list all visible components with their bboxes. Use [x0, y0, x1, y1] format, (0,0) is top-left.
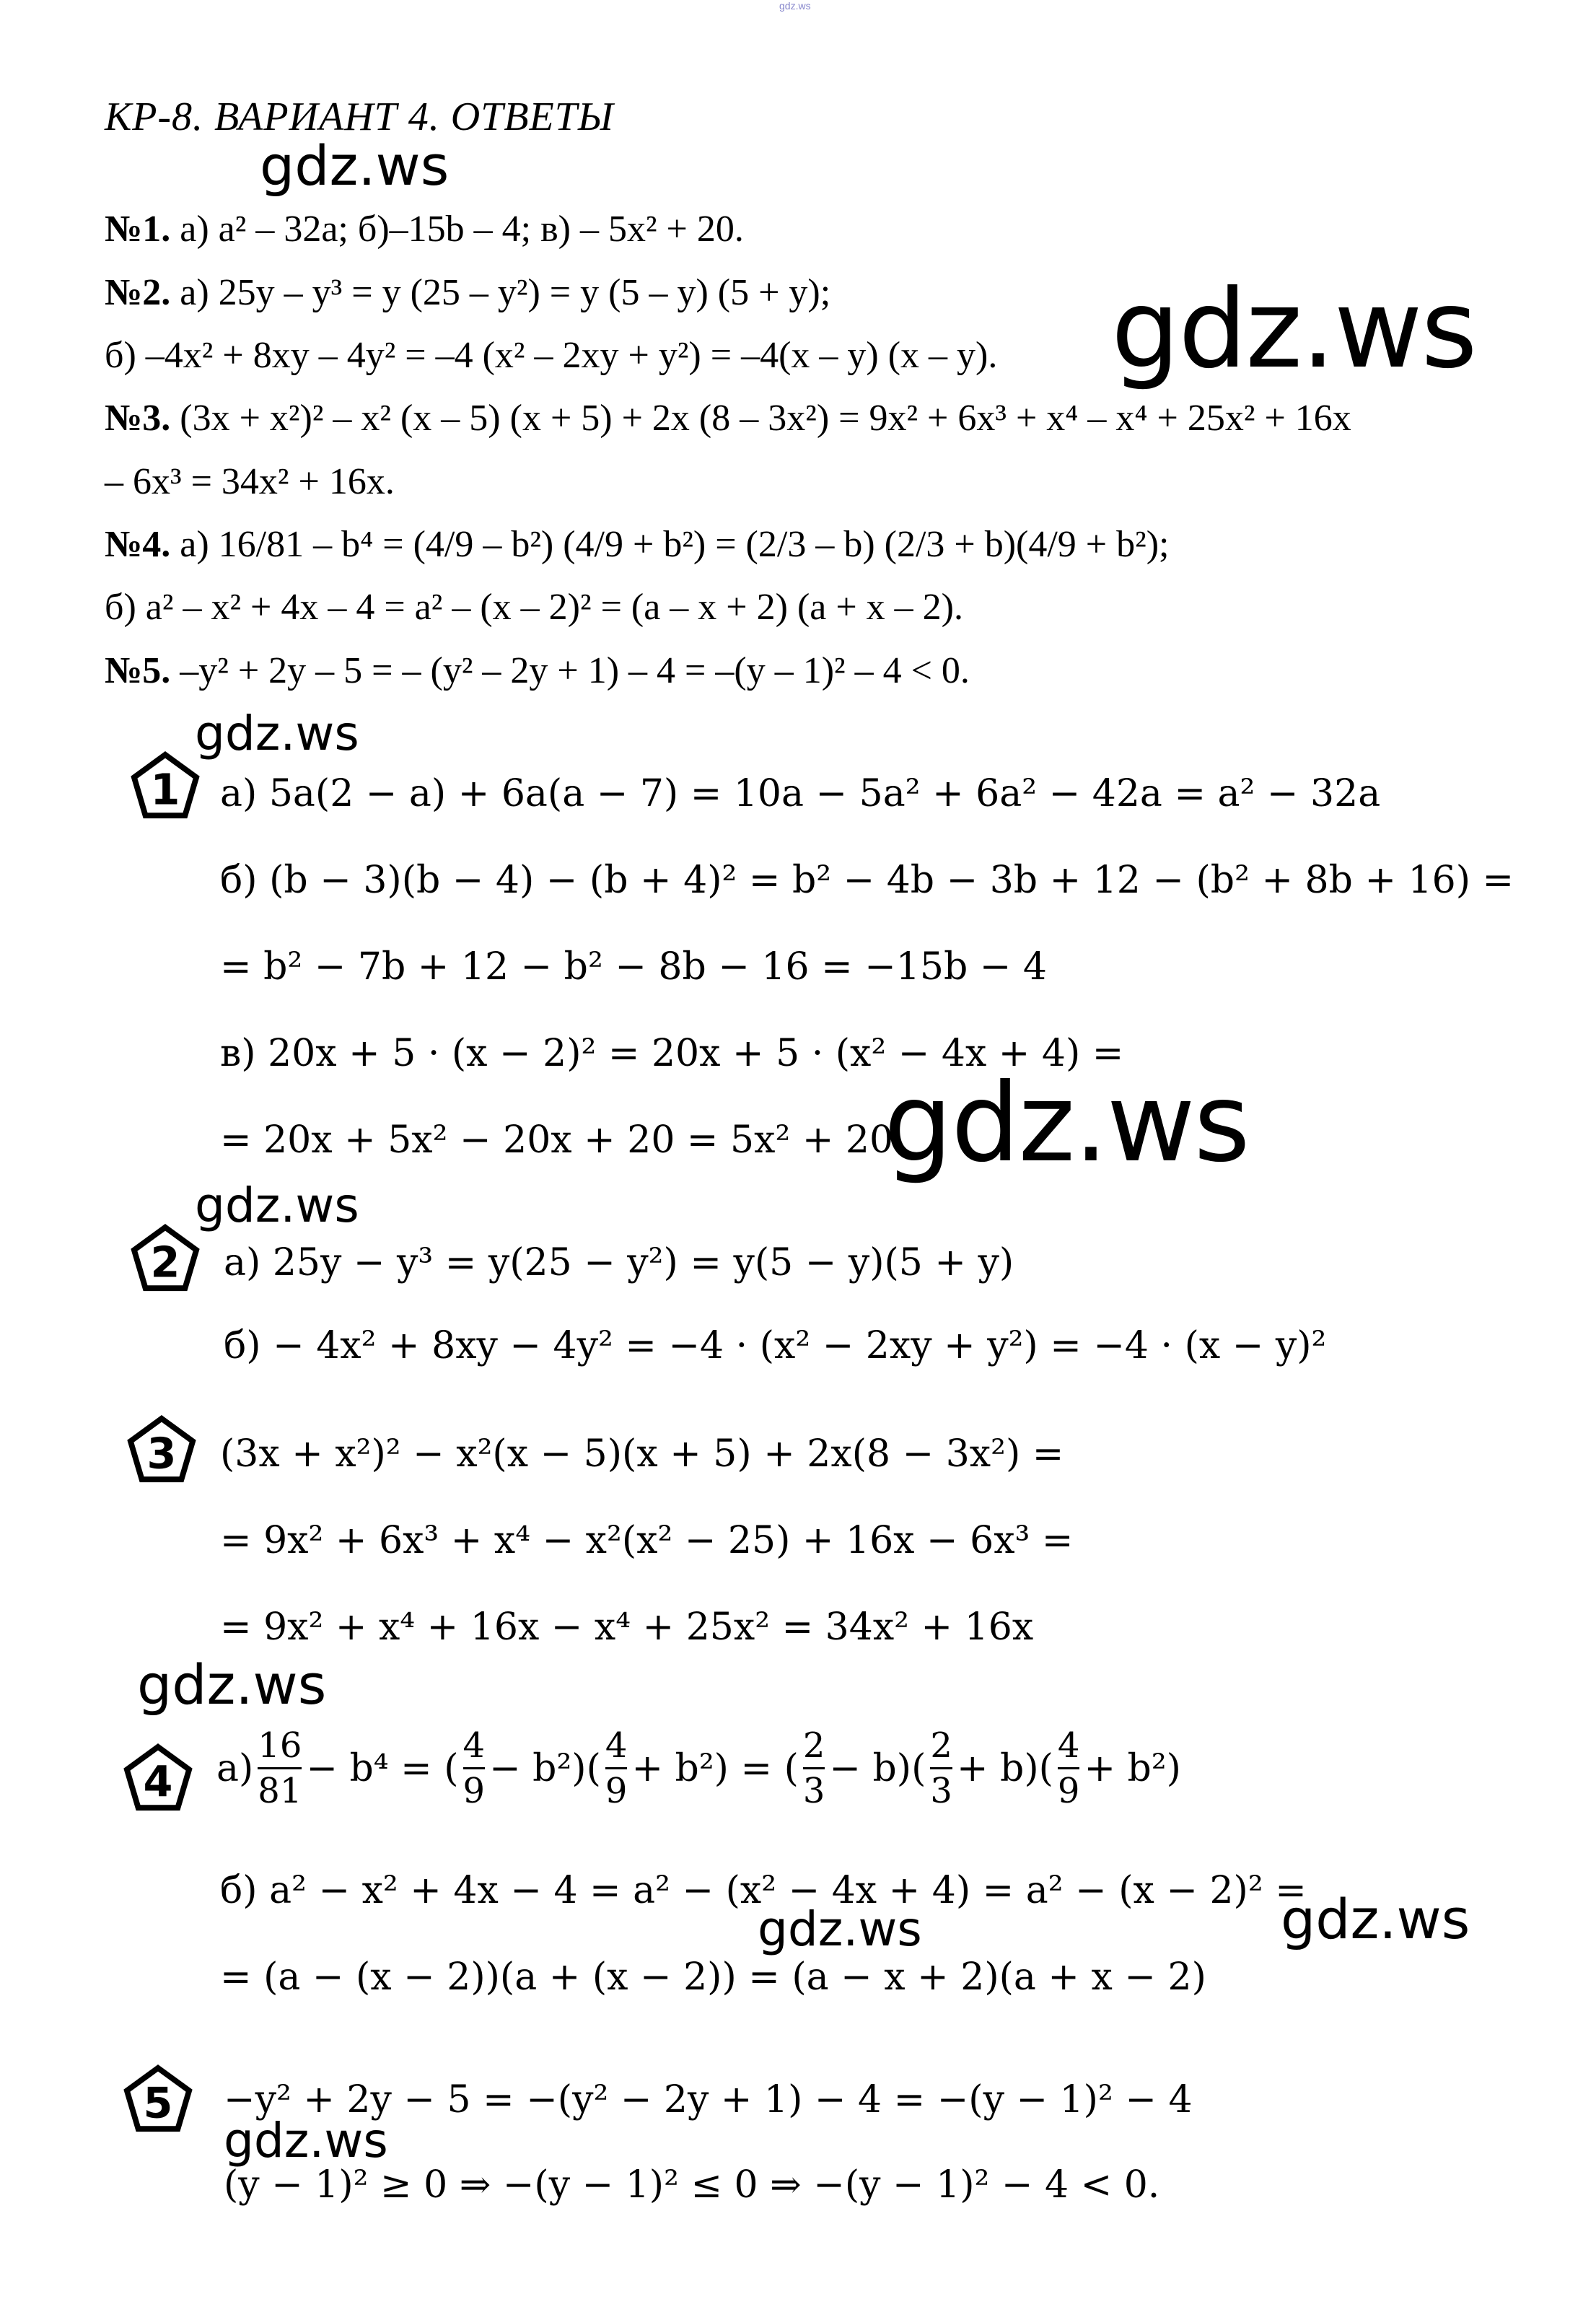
- solution-4b-line1: б) a² − x² + 4x − 4 = a² − (x² − 4x + 4) = a² − (x − 2)² =: [220, 1869, 1307, 1912]
- watermark: gdz.ws: [224, 2113, 388, 2168]
- solution-1c-line1: в) 20x + 5 · (x − 2)² = 20x + 5 · (x² − 4x + 4) =: [220, 1032, 1124, 1075]
- fraction: $\frac{2}{3}$: [802, 1725, 825, 1811]
- solution-1b-line2: = b² − 7b + 12 − b² − 8b − 16 = −15b − 4: [220, 945, 1047, 989]
- svg-text:4: 4: [143, 1756, 173, 1807]
- answer-2b: б) –4x² + 8xy – 4y² = –4 (x² – 2xy + y²) = –4(x – y) (x – y).: [105, 335, 998, 376]
- fraction: $\frac{2}{3}$: [930, 1725, 952, 1811]
- solution-1c-line2: = 20x + 5x² − 20x + 20 = 5x² + 20: [220, 1118, 894, 1162]
- svg-text:5: 5: [143, 2077, 173, 2128]
- fraction: $\frac{4}{9}$: [462, 1725, 486, 1811]
- answer-1: №1. а) a² – 32a; б)–15b – 4; в) – 5x² + 20.: [105, 209, 744, 250]
- solution-2b: б) − 4x² + 8xy − 4y² = −4 · (x² − 2xy + y²) = −4 · (x − y)²: [224, 1324, 1327, 1367]
- solution-4b-line2: = (a − (x − 2))(a + (x − 2)) = (a − x + 2)(a + x − 2): [220, 1956, 1206, 1999]
- solution-2a: а) 25y − y³ = y(25 − y²) = y(5 − y)(5 + y): [224, 1241, 1014, 1284]
- answer-5: №5. –y² + 2y – 5 = – (y² – 2y + 1) – 4 = –(y – 1)² – 4 < 0.: [105, 650, 970, 691]
- page-title: КР-8. ВАРИАНТ 4. ОТВЕТЫ: [105, 95, 614, 139]
- solution-3-line3: = 9x² + x⁴ + 16x − x⁴ + 25x² = 34x² + 16x: [220, 1606, 1034, 1649]
- fraction: $\frac{4}{9}$: [605, 1725, 628, 1811]
- task-4-badge: [123, 1743, 193, 1813]
- watermark: gdz.ws: [884, 1061, 1249, 1186]
- watermark: gdz.ws: [1111, 267, 1476, 393]
- solution-4a: а) $\frac{16}{81}$ − b⁴ = ( $\frac{4}{9}$ − b²)( $\frac{4}{9}$ + b²) = ( $\frac{2}{3}$ − b)( $\frac{2}{3}$ + b)( $\frac{4}{9}$ + b²): [216, 1725, 1181, 1811]
- watermark: gdz.ws: [137, 1652, 327, 1717]
- answer-3a: №3. (3x + x²)² – x² (x – 5) (x + 5) + 2x (8 – 3x²) = 9x² + 6x³ + x⁴ – x⁴ + 25x² + 16x: [105, 398, 1351, 439]
- svg-text:1: 1: [150, 764, 180, 815]
- answer-4a: №4. а) 16/81 – b⁴ = (4/9 – b²) (4/9 + b²) = (2/3 – b) (2/3 + b)(4/9 + b²);: [105, 524, 1170, 565]
- task-3-badge: [126, 1414, 197, 1485]
- solution-5-line1: −y² + 2y − 5 = −(y² − 2y + 1) − 4 = −(y − 1)² − 4: [224, 2078, 1193, 2121]
- task-5-badge: [123, 2064, 193, 2134]
- svg-text:2: 2: [150, 1237, 180, 1287]
- answer-4b: б) a² – x² + 4x – 4 = a² – (x – 2)² = (a – x + 2) (a + x – 2).: [105, 587, 963, 628]
- answer-2a: №2. а) 25y – y³ = y (25 – y²) = y (5 – y) (5 + y);: [105, 272, 831, 313]
- task-2-badge: [130, 1223, 201, 1294]
- fraction: $\frac{4}{9}$: [1057, 1725, 1080, 1811]
- solution-5-line2: (y − 1)² ≥ 0 ⇒ −(y − 1)² ≤ 0 ⇒ −(y − 1)² − 4 < 0.: [224, 2163, 1160, 2207]
- top-watermark: gdz.ws: [779, 0, 811, 12]
- watermark: gdz.ws: [195, 706, 359, 761]
- answer-3b: – 6x³ = 34x² + 16x.: [105, 461, 395, 502]
- watermark: gdz.ws: [758, 1901, 922, 1957]
- watermark: gdz.ws: [195, 1178, 359, 1233]
- solution-1b-line1: б) (b − 3)(b − 4) − (b + 4)² = b² − 4b − 3b + 12 − (b² + 8b + 16) =: [220, 859, 1514, 902]
- task-1-badge: [130, 750, 201, 821]
- solution-3-line1: (3x + x²)² − x²(x − 5)(x + 5) + 2x(8 − 3x²) =: [220, 1432, 1064, 1476]
- solution-1a: а) 5a(2 − a) + 6a(a − 7) = 10a − 5a² + 6a² − 42a = a² − 32a: [220, 772, 1381, 815]
- fraction: $\frac{16}{81}$: [258, 1725, 302, 1811]
- svg-text:3: 3: [146, 1428, 177, 1479]
- watermark: gdz.ws: [1281, 1887, 1470, 1951]
- watermark: gdz.ws: [260, 133, 450, 198]
- solution-3-line2: = 9x² + 6x³ + x⁴ − x²(x² − 25) + 16x − 6x³ =: [220, 1519, 1074, 1562]
